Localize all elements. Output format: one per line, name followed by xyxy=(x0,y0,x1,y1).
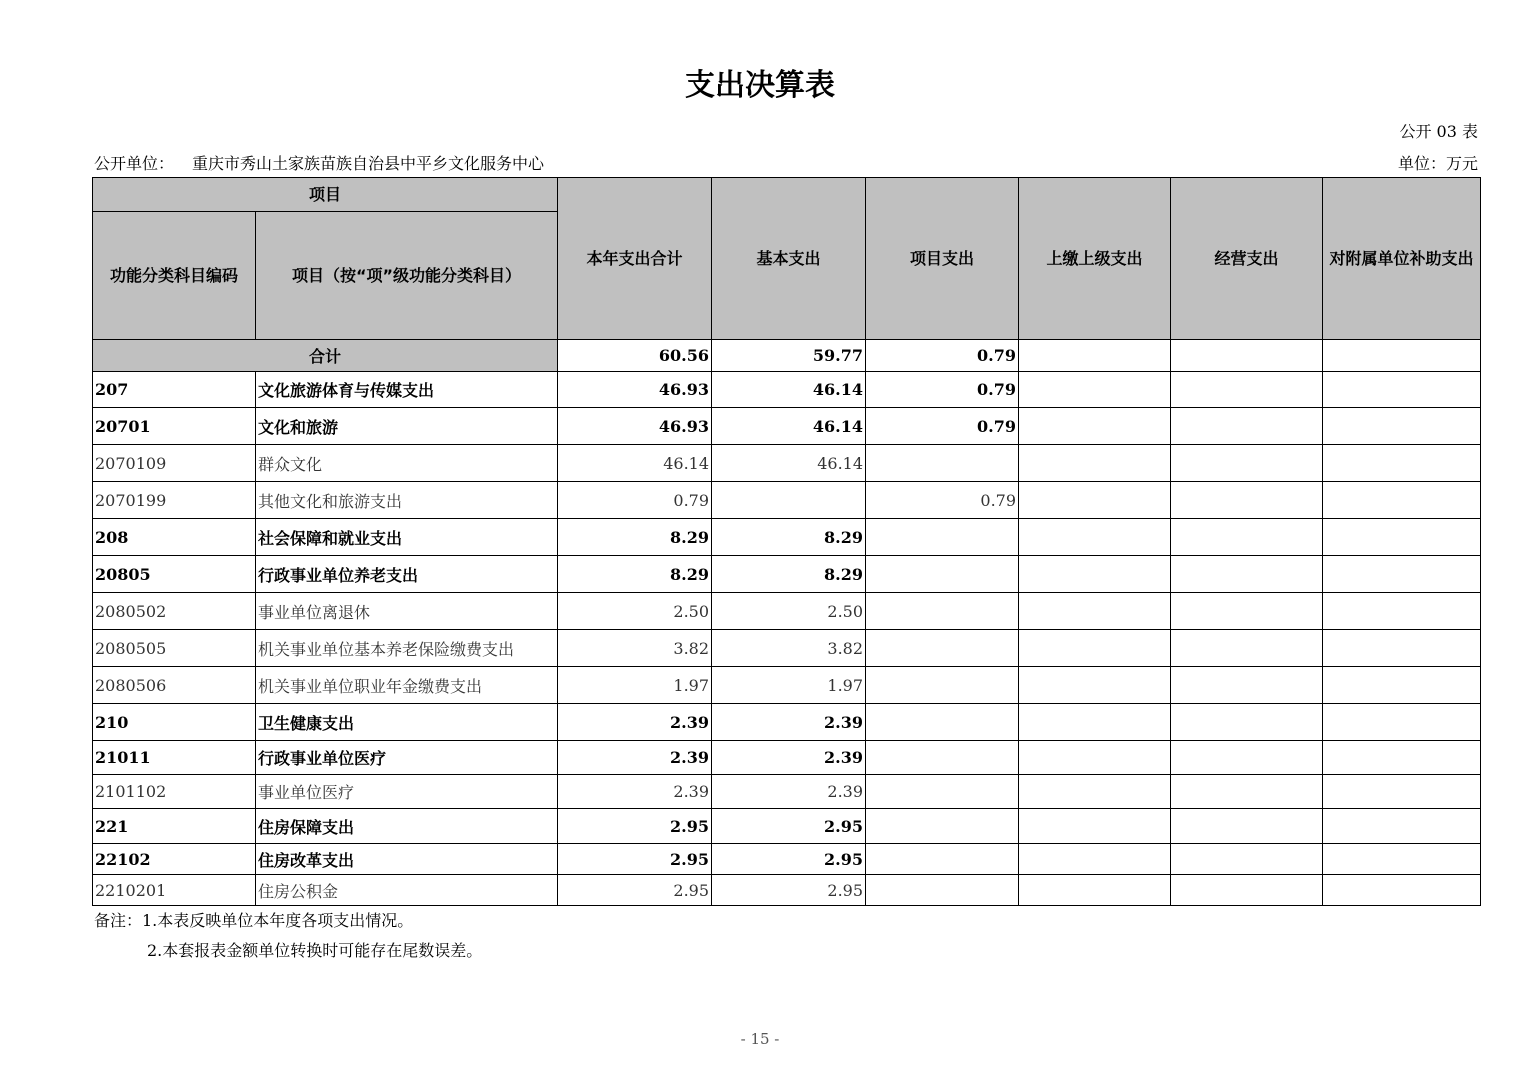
cell-upper xyxy=(1019,630,1171,667)
cell-total: 46.14 xyxy=(558,445,712,482)
cell-upper xyxy=(1019,775,1171,809)
cell-upper xyxy=(1019,519,1171,556)
table-row xyxy=(93,775,1481,809)
cell-business xyxy=(1171,556,1323,593)
cell-total: 8.29 xyxy=(558,519,712,556)
table-row xyxy=(93,519,1481,556)
unit-row xyxy=(94,151,1478,173)
cell-subsidy xyxy=(1323,593,1481,630)
cell-business xyxy=(1171,741,1323,775)
cell-code: 2070109 xyxy=(93,445,256,482)
money-unit: 单位：万元 xyxy=(1397,154,1478,173)
page-number: - 15 - xyxy=(740,1030,780,1048)
cell-upper xyxy=(1019,844,1171,875)
cell-name: 住房公积金 xyxy=(256,875,558,906)
table-row xyxy=(93,482,1481,519)
table-row xyxy=(93,667,1481,704)
org-info xyxy=(94,151,544,174)
cell-subsidy xyxy=(1323,445,1481,482)
cell-name: 事业单位离退休 xyxy=(256,593,558,630)
cell-business xyxy=(1171,667,1323,704)
cell-subsidy xyxy=(1323,809,1481,844)
cell-code: 2210201 xyxy=(93,875,256,906)
cell-project xyxy=(866,775,1019,809)
cell-upper xyxy=(1019,667,1171,704)
table-row xyxy=(93,809,1481,844)
cell-basic xyxy=(712,482,866,519)
header-code: 功能分类科目编码 xyxy=(93,212,256,340)
cell-business xyxy=(1171,630,1323,667)
total-project: 0.79 xyxy=(866,340,1019,372)
cell-business xyxy=(1171,593,1323,630)
header-upper: 上缴上级支出 xyxy=(1019,178,1171,340)
cell-business xyxy=(1171,408,1323,445)
cell-subsidy xyxy=(1323,667,1481,704)
cell-subsidy xyxy=(1323,704,1481,741)
header-basic: 基本支出 xyxy=(712,178,866,340)
cell-code: 221 xyxy=(93,809,256,844)
cell-upper xyxy=(1019,809,1171,844)
cell-project xyxy=(866,593,1019,630)
cell-business xyxy=(1171,875,1323,906)
cell-code: 2080505 xyxy=(93,630,256,667)
cell-business xyxy=(1171,519,1323,556)
cell-total: 46.93 xyxy=(558,372,712,408)
cell-subsidy xyxy=(1323,741,1481,775)
cell-total: 1.97 xyxy=(558,667,712,704)
cell-code: 20701 xyxy=(93,408,256,445)
cell-project xyxy=(866,704,1019,741)
cell-basic: 8.29 xyxy=(712,519,866,556)
header-business: 经营支出 xyxy=(1171,178,1323,340)
cell-basic: 3.82 xyxy=(712,630,866,667)
page-title: 支出决算表 xyxy=(685,68,835,103)
cell-name: 机关事业单位基本养老保险缴费支出 xyxy=(256,630,558,667)
cell-business xyxy=(1171,844,1323,875)
org-name: 重庆市秀山土家族苗族自治县中平乡文化服务中心 xyxy=(192,154,545,173)
cell-upper xyxy=(1019,593,1171,630)
cell-upper xyxy=(1019,372,1171,408)
cell-basic: 2.39 xyxy=(712,704,866,741)
table-row xyxy=(93,408,1481,445)
cell-code: 21011 xyxy=(93,741,256,775)
expenditure-table xyxy=(92,177,1481,906)
table-row xyxy=(93,741,1481,775)
cell-subsidy xyxy=(1323,408,1481,445)
form-number: 公开 03 表 xyxy=(1399,122,1478,141)
table-row xyxy=(93,630,1481,667)
cell-project xyxy=(866,844,1019,875)
total-label: 合计 xyxy=(93,340,558,372)
total-total: 60.56 xyxy=(558,340,712,372)
table-row xyxy=(93,704,1481,741)
cell-name: 住房保障支出 xyxy=(256,809,558,844)
cell-subsidy xyxy=(1323,519,1481,556)
total-row xyxy=(93,340,1481,372)
cell-total: 0.79 xyxy=(558,482,712,519)
cell-basic: 46.14 xyxy=(712,445,866,482)
cell-subsidy xyxy=(1323,775,1481,809)
table-row xyxy=(93,372,1481,408)
cell-name: 行政事业单位医疗 xyxy=(256,741,558,775)
cell-upper xyxy=(1019,875,1171,906)
cell-name: 卫生健康支出 xyxy=(256,704,558,741)
cell-business xyxy=(1171,775,1323,809)
cell-upper xyxy=(1019,482,1171,519)
total-upper xyxy=(1019,340,1171,372)
cell-total: 2.39 xyxy=(558,741,712,775)
cell-business xyxy=(1171,809,1323,844)
cell-code: 20805 xyxy=(93,556,256,593)
note-1: 备注：1.本表反映单位本年度各项支出情况。 xyxy=(94,911,414,930)
cell-subsidy xyxy=(1323,372,1481,408)
cell-code: 208 xyxy=(93,519,256,556)
table-body xyxy=(93,340,1481,906)
header-total: 本年支出合计 xyxy=(558,178,712,340)
cell-upper xyxy=(1019,556,1171,593)
cell-project: 0.79 xyxy=(866,408,1019,445)
cell-subsidy xyxy=(1323,875,1481,906)
cell-business xyxy=(1171,704,1323,741)
cell-project: 0.79 xyxy=(866,372,1019,408)
header-name: 项目（按“项”级功能分类科目） xyxy=(256,212,558,340)
cell-project xyxy=(866,630,1019,667)
cell-total: 2.39 xyxy=(558,775,712,809)
cell-project xyxy=(866,445,1019,482)
cell-total: 2.95 xyxy=(558,844,712,875)
cell-basic: 1.97 xyxy=(712,667,866,704)
cell-total: 2.39 xyxy=(558,704,712,741)
table-row xyxy=(93,593,1481,630)
notes xyxy=(94,906,482,966)
cell-name: 社会保障和就业支出 xyxy=(256,519,558,556)
cell-total: 2.95 xyxy=(558,875,712,906)
table-row xyxy=(93,844,1481,875)
cell-name: 事业单位医疗 xyxy=(256,775,558,809)
cell-basic: 2.95 xyxy=(712,809,866,844)
total-subsidy xyxy=(1323,340,1481,372)
cell-code: 22102 xyxy=(93,844,256,875)
cell-name: 住房改革支出 xyxy=(256,844,558,875)
cell-code: 2080502 xyxy=(93,593,256,630)
cell-basic: 2.39 xyxy=(712,741,866,775)
cell-business xyxy=(1171,445,1323,482)
total-business xyxy=(1171,340,1323,372)
cell-basic: 46.14 xyxy=(712,372,866,408)
cell-basic: 2.95 xyxy=(712,875,866,906)
cell-upper xyxy=(1019,445,1171,482)
cell-code: 210 xyxy=(93,704,256,741)
cell-upper xyxy=(1019,704,1171,741)
cell-basic: 2.39 xyxy=(712,775,866,809)
cell-subsidy xyxy=(1323,556,1481,593)
cell-upper xyxy=(1019,741,1171,775)
cell-business xyxy=(1171,372,1323,408)
cell-basic: 46.14 xyxy=(712,408,866,445)
cell-name: 文化旅游体育与传媒支出 xyxy=(256,372,558,408)
cell-code: 2101102 xyxy=(93,775,256,809)
cell-project xyxy=(866,556,1019,593)
cell-total: 3.82 xyxy=(558,630,712,667)
cell-name: 其他文化和旅游支出 xyxy=(256,482,558,519)
cell-subsidy xyxy=(1323,630,1481,667)
cell-project xyxy=(866,667,1019,704)
cell-total: 8.29 xyxy=(558,556,712,593)
cell-total: 46.93 xyxy=(558,408,712,445)
cell-project xyxy=(866,875,1019,906)
header-project: 项目 xyxy=(93,178,558,212)
cell-code: 2080506 xyxy=(93,667,256,704)
cell-project xyxy=(866,809,1019,844)
cell-project xyxy=(866,519,1019,556)
table-row xyxy=(93,556,1481,593)
org-label: 公开单位： xyxy=(94,154,175,173)
cell-subsidy xyxy=(1323,844,1481,875)
cell-total: 2.50 xyxy=(558,593,712,630)
cell-name: 行政事业单位养老支出 xyxy=(256,556,558,593)
cell-upper xyxy=(1019,408,1171,445)
cell-project: 0.79 xyxy=(866,482,1019,519)
header-project-expense: 项目支出 xyxy=(866,178,1019,340)
cell-code: 207 xyxy=(93,372,256,408)
cell-basic: 2.95 xyxy=(712,844,866,875)
cell-code: 2070199 xyxy=(93,482,256,519)
cell-basic: 2.50 xyxy=(712,593,866,630)
cell-subsidy xyxy=(1323,482,1481,519)
cell-name: 群众文化 xyxy=(256,445,558,482)
total-basic: 59.77 xyxy=(712,340,866,372)
table-row xyxy=(93,445,1481,482)
cell-total: 2.95 xyxy=(558,809,712,844)
cell-basic: 8.29 xyxy=(712,556,866,593)
table-row xyxy=(93,875,1481,906)
cell-project xyxy=(866,741,1019,775)
cell-name: 机关事业单位职业年金缴费支出 xyxy=(256,667,558,704)
cell-name: 文化和旅游 xyxy=(256,408,558,445)
header-subsidy: 对附属单位补助支出 xyxy=(1323,178,1481,340)
cell-business xyxy=(1171,482,1323,519)
note-2: 2.本套报表金额单位转换时可能存在尾数误差。 xyxy=(147,941,483,960)
